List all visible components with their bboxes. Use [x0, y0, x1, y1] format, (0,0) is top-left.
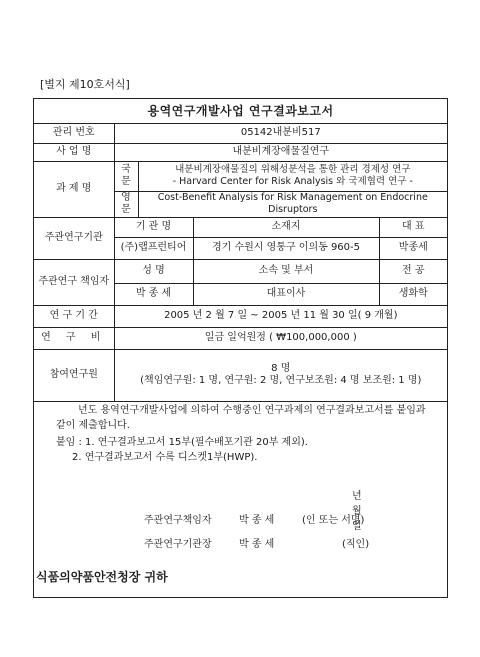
sig2-name: 박 종 세: [239, 539, 275, 550]
period-label: 연 구 기 간: [34, 305, 114, 327]
english-label: 영문: [114, 191, 138, 217]
task-name-label: 과 제 명: [34, 161, 114, 217]
institution-label: 주관연구기관: [34, 217, 114, 259]
staff-total: 8 명: [271, 363, 291, 374]
researcher-label: 주관연구 책임자: [34, 259, 114, 305]
recipient: 식품의약품안전청장 귀하: [36, 570, 168, 584]
major-header: 전 공: [379, 259, 447, 283]
submission-paragraph: 년도 용역연구개발사업에 의하여 수행중인 연구과제의 연구결과보고서를 붙임과 같이 제출합니다.: [56, 405, 426, 431]
submission-date: 년 월 일: [352, 491, 388, 532]
researcher-major-value: 생화학: [379, 283, 447, 305]
title-korean-line1: 내분비계장애물질의 위해성분석을 통한 관리 경제성 연구: [175, 164, 411, 175]
period-value: 2005 년 2 월 7 일 ~ 2005 년 11 월 30 일( 9 개월): [114, 305, 447, 327]
staff-label: 참여연구원: [34, 349, 114, 401]
mgmt-no-label: 관리 번호: [34, 123, 114, 143]
inst-name-header: 기 관 명: [114, 217, 193, 237]
staff-detail: (책임연구원: 1 명, 연구원: 2 명, 연구보조원: 4 명 보조원: 1 명): [140, 375, 422, 386]
sig2-role: 주관연구기관장: [144, 539, 212, 550]
inst-name-value: (주)랩프런티어: [114, 237, 193, 259]
title-korean-line2: - Harvard Center for Risk Analysis 와 국제협력 연구 -: [172, 176, 413, 187]
inst-rep-value: 박종세: [379, 237, 447, 259]
sig1-name: 박 종 세: [239, 515, 275, 526]
title-english: Cost-Benefit Analysis for Risk Management on Endocrine Disruptors: [138, 191, 447, 217]
form-number-tag: [별지 제10호서식]: [40, 78, 130, 91]
cost-value: 일금 일억원정 ( ₩100,000,000 ): [114, 327, 447, 349]
location-header: 소재지: [193, 217, 379, 237]
attachment-item-1: 붙임 : 1. 연구결과보고서 15부(필수배포기관 20부 제외).: [56, 437, 308, 448]
researcher-dept-value: 대표이사: [193, 283, 379, 305]
staff-value: [114, 349, 447, 401]
report-form: [33, 98, 448, 598]
report-info-table: [34, 99, 447, 402]
cost-label: 연 구 비: [34, 327, 114, 349]
title-korean: [138, 161, 447, 191]
sig2-note: (직인): [342, 539, 370, 550]
project-label: 사 업 명: [34, 143, 114, 161]
project-value: 내분비계장애물질연구: [114, 143, 447, 161]
inst-location-value: 경기 수원시 영통구 이의동 960-5: [193, 237, 379, 259]
dept-header: 소속 및 부서: [193, 259, 379, 283]
name-header: 성 명: [114, 259, 193, 283]
mgmt-no-value: 05142내분비517: [114, 123, 447, 143]
attachment-list: [56, 435, 437, 465]
submission-body: [34, 403, 447, 465]
researcher-name-value: 박 종 세: [114, 283, 193, 305]
korean-label: 국문: [114, 161, 138, 191]
sig1-role: 주관연구책임자: [144, 515, 212, 526]
attachment-item-2: 2. 연구결과보고서 수록 디스켓1부(HWP).: [72, 452, 258, 463]
sig1-note: (인 또는 서명): [302, 515, 365, 526]
form-title: 용역연구개발사업 연구결과보고서: [34, 99, 447, 123]
rep-header: 대 표: [379, 217, 447, 237]
